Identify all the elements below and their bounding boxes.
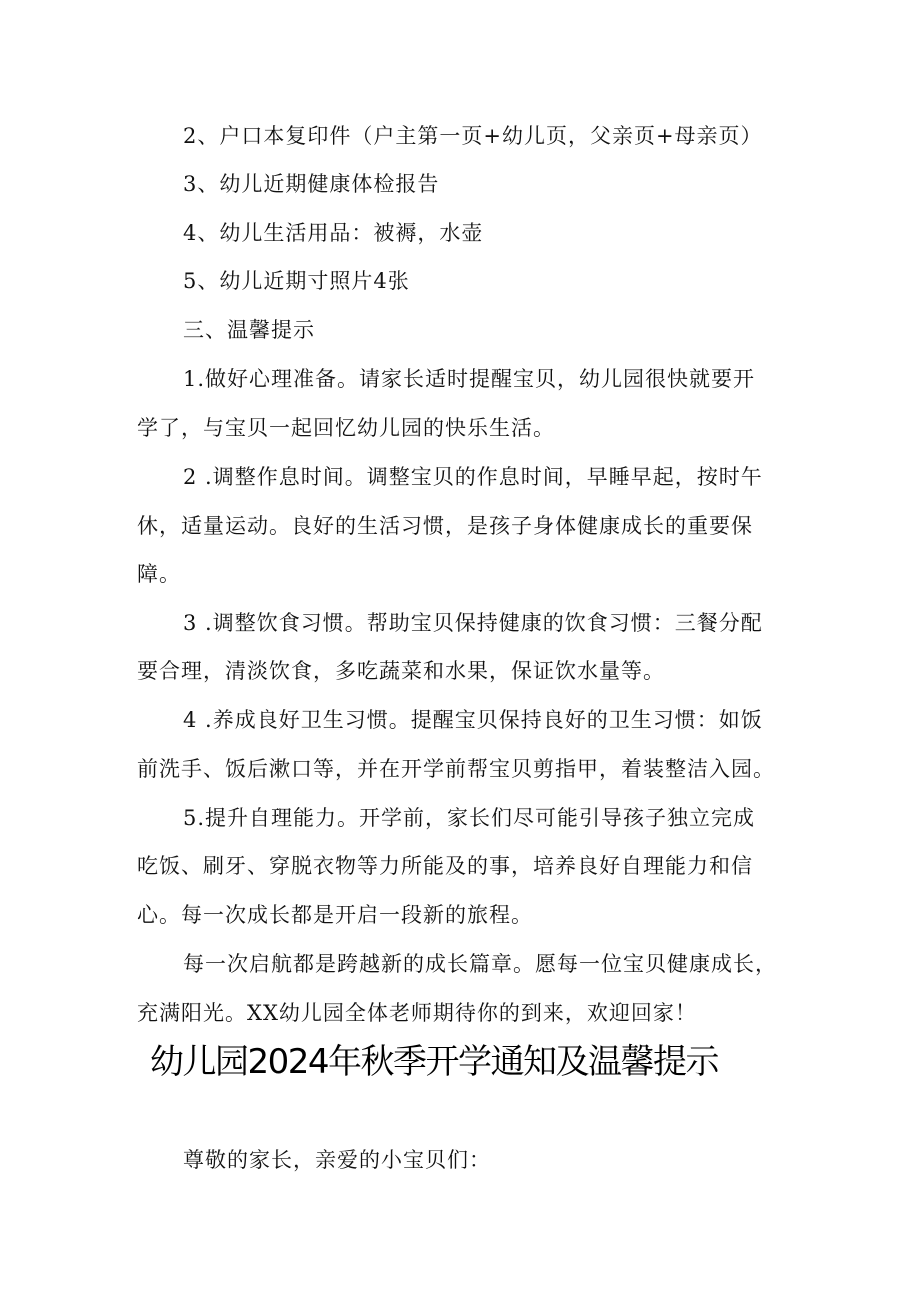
material-item-5: [137, 257, 797, 305]
material-item-5-text: 5、幼儿近期寸照片4张: [183, 269, 410, 293]
tip-3-text-1: 3 .调整饮食习惯。帮助宝贝保持健康的饮食习惯：三餐分配: [183, 611, 763, 635]
tip-2-line-3: [137, 550, 797, 598]
closing-text-2: 充满阳光。XX幼儿园全体老师期待你的到来，欢迎回家！: [137, 1001, 697, 1025]
tip-5-text-2: 吃饭、刷牙、穿脱衣物等力所能及的事，培养良好自理能力和信: [137, 854, 753, 878]
material-item-3-text: 3、幼儿近期健康体检报告: [183, 172, 440, 196]
greeting-text: 尊敬的家长，亲爱的小宝贝们：: [183, 1148, 491, 1172]
tip-4-line-1: [137, 696, 797, 744]
closing-line-2: [137, 989, 797, 1037]
tip-5-line-1: [137, 794, 797, 842]
tip-4-line-2: [137, 745, 797, 793]
tip-3-text-2: 要合理，清淡饮食，多吃蔬菜和水果，保证饮水量等。: [137, 659, 665, 683]
tip-3-line-2: [137, 647, 797, 695]
tip-1-line-1: [137, 355, 797, 403]
closing-line-1: [137, 940, 797, 988]
tip-3-line-1: [137, 599, 797, 647]
tip-2-text-1: 2 .调整作息时间。调整宝贝的作息时间，早睡早起，按时午: [183, 465, 763, 489]
tip-5-line-3: [137, 891, 797, 939]
tip-5-line-2: [137, 842, 797, 890]
material-item-2-text: 2、户口本复印件（户主第一页+幼儿页，父亲页+母亲页）: [183, 124, 763, 148]
tip-1-text-2: 学了，与宝贝一起回忆幼儿园的快乐生活。: [137, 416, 555, 440]
material-item-4: [137, 209, 797, 257]
tips-heading: [137, 306, 797, 354]
tip-2-line-1: [137, 453, 797, 501]
material-item-2: [137, 112, 797, 160]
tip-4-text-2: 前洗手、饭后漱口等，并在开学前帮宝贝剪指甲，着装整洁入园。: [137, 757, 775, 781]
tip-1-text-1: 1.做好心理准备。请家长适时提醒宝贝，幼儿园很快就要开: [183, 367, 756, 391]
tip-2-line-2: [137, 502, 797, 550]
tips-heading-text: 三、温馨提示: [183, 318, 315, 342]
tip-5-text-3: 心。每一次成长都是开启一段新的旅程。: [137, 903, 533, 927]
closing-text-1: 每一次启航都是跨越新的成长篇章。愿每一位宝贝健康成长，: [183, 952, 777, 976]
material-item-3: [137, 160, 797, 208]
material-item-4-text: 4、幼儿生活用品：被褥，水壶: [183, 221, 484, 245]
notice-title: 幼儿园2024年秋季开学通知及温馨提示: [150, 1042, 719, 1082]
tip-1-line-2: [137, 404, 797, 452]
tip-2-text-3: 障。: [137, 562, 181, 586]
greeting: [137, 1136, 797, 1184]
tip-5-text-1: 5.提升自理能力。开学前，家长们尽可能引导孩子独立完成: [183, 806, 756, 830]
tip-2-text-2: 休，适量运动。良好的生活习惯，是孩子身体健康成长的重要保: [137, 514, 753, 538]
tip-4-text-1: 4 .养成良好卫生习惯。提醒宝贝保持良好的卫生习惯：如饭: [183, 708, 763, 732]
